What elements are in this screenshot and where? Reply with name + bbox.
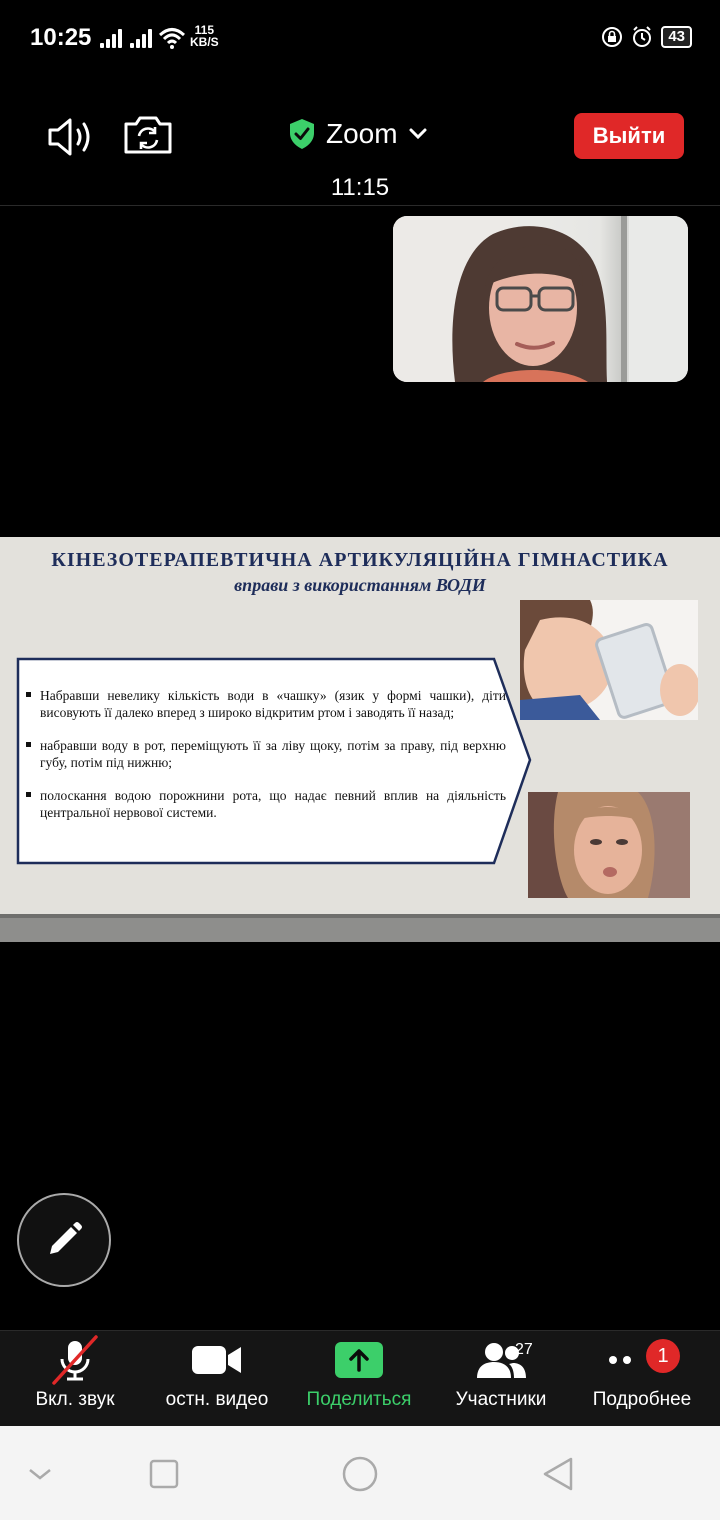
- slide-bullet-item: Набравши невелику кількість води в «чашку» (язик у формі чашки), діти висовують її далеко вперед з широко відкритим ртом і заводять її назад;: [26, 687, 506, 721]
- status-bar: [0, 0, 720, 76]
- microphone-muted-icon: [50, 1335, 100, 1385]
- status-icons: [601, 26, 692, 48]
- shield-check-icon: [288, 118, 316, 150]
- back-triangle-icon: [541, 1456, 575, 1492]
- circle-icon: [341, 1455, 379, 1493]
- nav-recents-button[interactable]: [142, 1452, 186, 1496]
- slide-bullet-list: [26, 687, 506, 837]
- nav-hide-button[interactable]: [18, 1452, 62, 1496]
- participants-count: 27: [515, 1341, 533, 1358]
- alarm-icon: [631, 26, 653, 48]
- nav-back-button[interactable]: [536, 1452, 580, 1496]
- stop-video-label: остн. видео: [165, 1389, 269, 1410]
- meeting-header: [0, 100, 720, 200]
- more-label: Подробнее: [592, 1389, 692, 1410]
- chevron-down-icon: [27, 1466, 53, 1482]
- battery-indicator: 43: [661, 26, 692, 48]
- video-camera-icon: [191, 1343, 243, 1377]
- meeting-title[interactable]: [288, 118, 428, 150]
- unmute-label: Вкл. звук: [35, 1389, 115, 1410]
- network-speed: 115 KB/S: [190, 23, 219, 49]
- chevron-down-icon: [408, 127, 428, 141]
- participants-label: Участники: [455, 1389, 547, 1410]
- slide-subtitle: вправи з використанням ВОДИ: [234, 575, 486, 595]
- header-divider: [0, 205, 720, 206]
- system-navigation-bar: [0, 1426, 720, 1520]
- child-rinsing-photo: [528, 792, 690, 898]
- signal-icon: [100, 28, 122, 48]
- app-title: Zoom: [326, 118, 398, 149]
- share-screen-label: Поделиться: [306, 1389, 412, 1410]
- annotate-button[interactable]: [17, 1193, 111, 1287]
- nav-home-button[interactable]: [338, 1452, 382, 1496]
- participants-button[interactable]: [448, 1331, 554, 1427]
- pencil-icon: [44, 1220, 84, 1260]
- square-icon: [148, 1458, 180, 1490]
- slide-footer-bar: [0, 914, 720, 942]
- unmute-button[interactable]: [28, 1331, 122, 1427]
- stop-video-button[interactable]: [160, 1331, 274, 1427]
- speaker-icon[interactable]: [46, 116, 96, 158]
- share-screen-button[interactable]: [300, 1331, 418, 1427]
- participant-video-frame: [393, 216, 688, 382]
- wifi-icon: [158, 26, 186, 50]
- child-drinking-photo: [520, 600, 698, 720]
- share-arrow-icon: [334, 1341, 384, 1379]
- more-button[interactable]: [588, 1331, 696, 1427]
- participant-video-thumbnail[interactable]: [393, 216, 688, 382]
- notification-badge: 1: [646, 1339, 680, 1373]
- leave-meeting-button[interactable]: Выйти: [574, 113, 684, 159]
- meeting-toolbar: [0, 1330, 720, 1426]
- status-time: 10:25: [30, 24, 92, 51]
- switch-camera-icon[interactable]: [122, 114, 174, 156]
- rotation-lock-icon: [601, 26, 623, 48]
- signal-icon-2: [130, 28, 152, 48]
- shared-screen-slide[interactable]: [0, 537, 720, 942]
- slide-bullet-item: набравши воду в рот, переміщують її за ліву щоку, потім за праву, під верхню губу, потім під нижню;: [26, 737, 506, 771]
- meeting-duration: 11:15: [330, 174, 390, 201]
- slide-bullet-item: полоскання водою порожнини рота, що надає певний вплив на діяльність центральної нервової системи.: [26, 787, 506, 821]
- more-dots-icon: [607, 1354, 647, 1366]
- slide-title: КІНЕЗОТЕРАПЕВТИЧНА АРТИКУЛЯЦІЙНА ГІМНАСТИКА: [51, 549, 669, 571]
